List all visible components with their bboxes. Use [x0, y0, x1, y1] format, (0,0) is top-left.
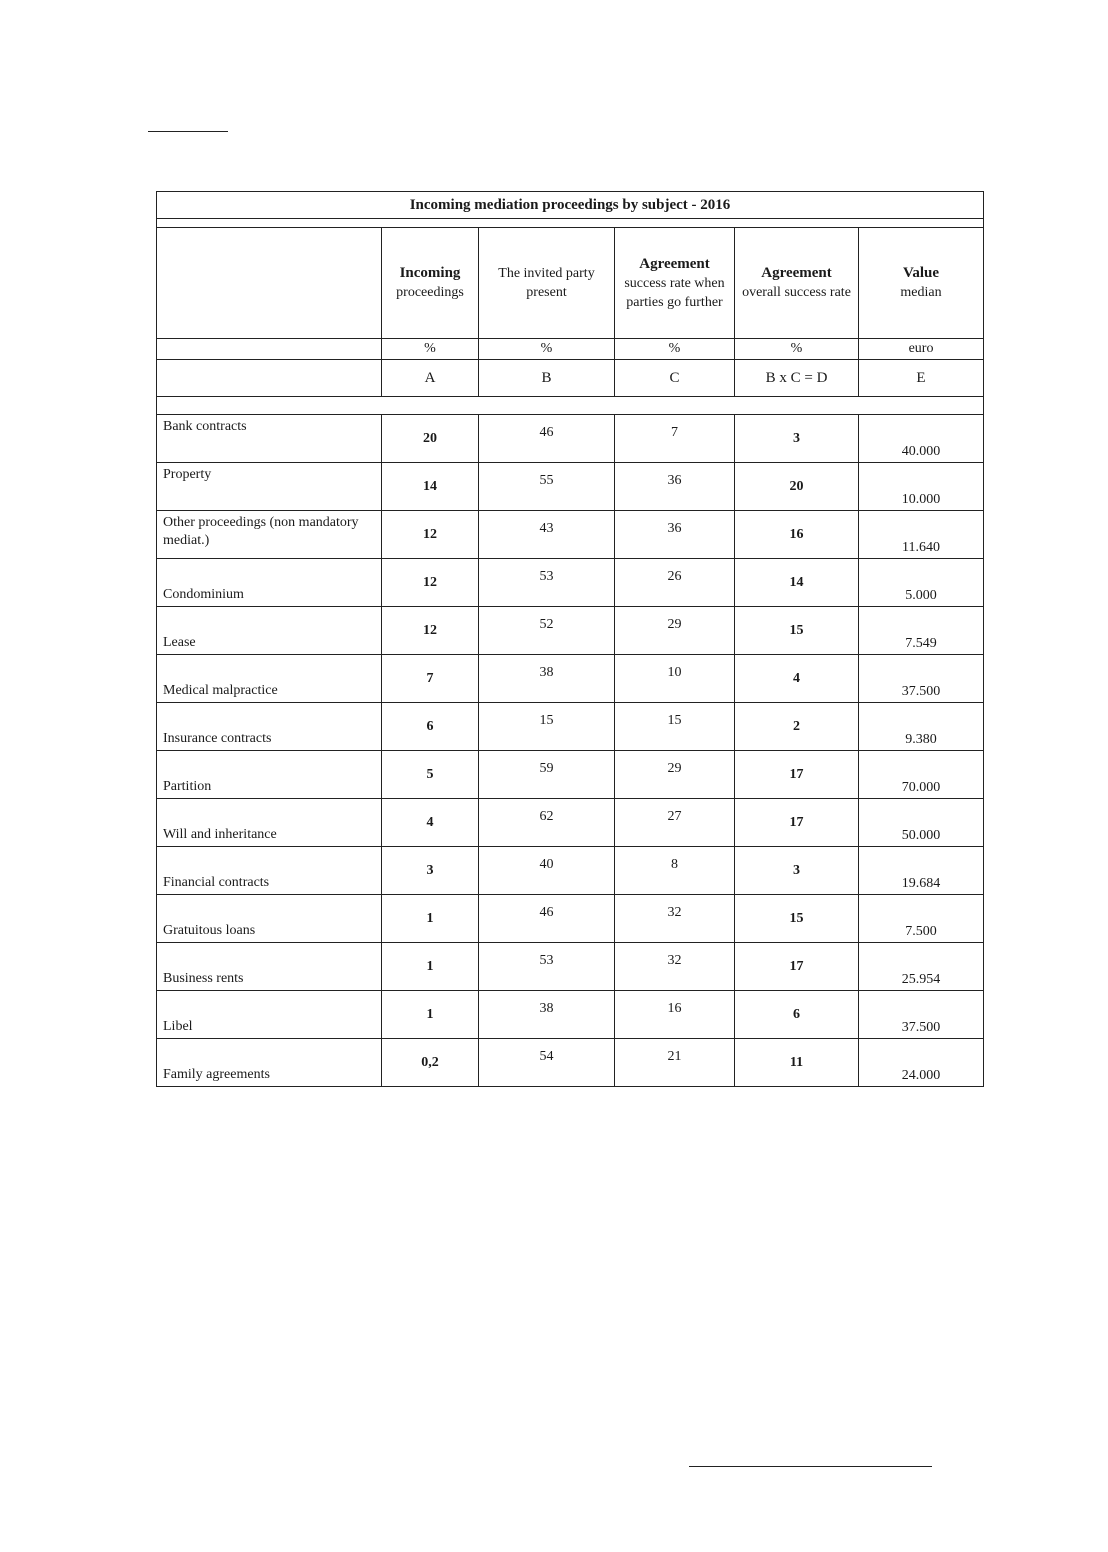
invited-party-cell: 46	[479, 415, 615, 463]
invited-party-cell: 40	[479, 847, 615, 895]
success-rate-cell: 16	[615, 991, 735, 1039]
incoming-cell: 0,2	[382, 1039, 479, 1087]
table-row	[157, 655, 984, 703]
success-rate-cell: 32	[615, 943, 735, 991]
incoming-cell: 12	[382, 511, 479, 559]
title-gap-row	[157, 219, 984, 228]
incoming-cell: 14	[382, 463, 479, 511]
table-row	[157, 943, 984, 991]
incoming-cell: 3	[382, 847, 479, 895]
success-rate-cell: 7	[615, 415, 735, 463]
value-median-cell: 7.549	[859, 607, 984, 655]
overall-rate-cell: 11	[735, 1039, 859, 1087]
invited-party-cell: 54	[479, 1039, 615, 1087]
incoming-cell: 5	[382, 751, 479, 799]
subject-cell: Family agreements	[157, 1039, 382, 1087]
success-rate-cell: 8	[615, 847, 735, 895]
subject-cell: Libel	[157, 991, 382, 1039]
letter-cell: E	[859, 360, 984, 397]
subject-cell: Gratuitous loans	[157, 895, 382, 943]
unit-cell: %	[479, 339, 615, 360]
header-agreement-overall: Agreement overall success rate	[735, 228, 859, 339]
letter-cell: B	[479, 360, 615, 397]
value-median-cell: 11.640	[859, 511, 984, 559]
invited-party-cell: 59	[479, 751, 615, 799]
invited-party-cell: 53	[479, 943, 615, 991]
table-row	[157, 751, 984, 799]
invited-party-cell: 38	[479, 991, 615, 1039]
table-row	[157, 799, 984, 847]
letter-row	[157, 360, 984, 397]
success-rate-cell: 29	[615, 607, 735, 655]
letter-cell: C	[615, 360, 735, 397]
overall-rate-cell: 3	[735, 847, 859, 895]
subject-cell: Partition	[157, 751, 382, 799]
incoming-cell: 6	[382, 703, 479, 751]
header-value-median: Value median	[859, 228, 984, 339]
subject-cell: Medical malpractice	[157, 655, 382, 703]
success-rate-cell: 21	[615, 1039, 735, 1087]
success-rate-cell: 15	[615, 703, 735, 751]
incoming-cell: 12	[382, 559, 479, 607]
mediation-table	[156, 191, 984, 1087]
success-rate-cell: 36	[615, 463, 735, 511]
overall-rate-cell: 15	[735, 895, 859, 943]
letter-cell: A	[382, 360, 479, 397]
value-median-cell: 40.000	[859, 415, 984, 463]
table-title: Incoming mediation proceedings by subject - 2016	[157, 192, 984, 219]
invited-party-cell: 38	[479, 655, 615, 703]
invited-party-cell: 15	[479, 703, 615, 751]
invited-party-cell: 43	[479, 511, 615, 559]
success-rate-cell: 36	[615, 511, 735, 559]
success-rate-cell: 10	[615, 655, 735, 703]
overall-rate-cell: 15	[735, 607, 859, 655]
header-rule	[148, 131, 228, 132]
unit-cell: %	[615, 339, 735, 360]
table-row	[157, 703, 984, 751]
incoming-cell: 7	[382, 655, 479, 703]
invited-party-cell: 62	[479, 799, 615, 847]
success-rate-cell: 29	[615, 751, 735, 799]
table-row	[157, 895, 984, 943]
invited-party-cell: 46	[479, 895, 615, 943]
value-median-cell: 10.000	[859, 463, 984, 511]
value-median-cell: 24.000	[859, 1039, 984, 1087]
subject-cell: Property	[157, 463, 382, 511]
header-agreement-success: Agreement success rate when parties go further	[615, 228, 735, 339]
value-median-cell: 9.380	[859, 703, 984, 751]
incoming-cell: 1	[382, 991, 479, 1039]
overall-rate-cell: 14	[735, 559, 859, 607]
invited-party-cell: 52	[479, 607, 615, 655]
success-rate-cell: 26	[615, 559, 735, 607]
table-row	[157, 559, 984, 607]
overall-rate-cell: 16	[735, 511, 859, 559]
overall-rate-cell: 3	[735, 415, 859, 463]
unit-cell: %	[735, 339, 859, 360]
header-invited-party: The invited party present	[479, 228, 615, 339]
unit-row	[157, 339, 984, 360]
table-row	[157, 607, 984, 655]
overall-rate-cell: 17	[735, 799, 859, 847]
value-median-cell: 19.684	[859, 847, 984, 895]
spacer-row	[157, 397, 984, 415]
value-median-cell: 25.954	[859, 943, 984, 991]
value-median-cell: 50.000	[859, 799, 984, 847]
subject-cell: Financial contracts	[157, 847, 382, 895]
unit-cell: %	[382, 339, 479, 360]
overall-rate-cell: 4	[735, 655, 859, 703]
table-row	[157, 847, 984, 895]
value-median-cell: 70.000	[859, 751, 984, 799]
header-incoming: Incoming proceedings	[382, 228, 479, 339]
subject-header-cell	[157, 228, 382, 339]
table-row	[157, 463, 984, 511]
table-row	[157, 415, 984, 463]
subject-cell: Condominium	[157, 559, 382, 607]
value-median-cell: 37.500	[859, 991, 984, 1039]
footnote-rule	[689, 1466, 932, 1467]
overall-rate-cell: 17	[735, 751, 859, 799]
subject-cell: Other proceedings (non mandatory mediat.)	[157, 511, 382, 559]
subject-cell: Insurance contracts	[157, 703, 382, 751]
invited-party-cell: 55	[479, 463, 615, 511]
success-rate-cell: 32	[615, 895, 735, 943]
success-rate-cell: 27	[615, 799, 735, 847]
overall-rate-cell: 20	[735, 463, 859, 511]
value-median-cell: 5.000	[859, 559, 984, 607]
letter-cell: B x C = D	[735, 360, 859, 397]
incoming-cell: 12	[382, 607, 479, 655]
subject-cell: Lease	[157, 607, 382, 655]
value-median-cell: 37.500	[859, 655, 984, 703]
incoming-cell: 20	[382, 415, 479, 463]
subject-cell: Bank contracts	[157, 415, 382, 463]
invited-party-cell: 53	[479, 559, 615, 607]
table-row	[157, 1039, 984, 1087]
value-median-cell: 7.500	[859, 895, 984, 943]
unit-cell: euro	[859, 339, 984, 360]
incoming-cell: 1	[382, 943, 479, 991]
subject-cell: Will and inheritance	[157, 799, 382, 847]
table-row	[157, 991, 984, 1039]
incoming-cell: 1	[382, 895, 479, 943]
table-row	[157, 511, 984, 559]
table-title-row	[157, 192, 984, 219]
column-header-row	[157, 228, 984, 339]
incoming-cell: 4	[382, 799, 479, 847]
overall-rate-cell: 6	[735, 991, 859, 1039]
overall-rate-cell: 2	[735, 703, 859, 751]
overall-rate-cell: 17	[735, 943, 859, 991]
subject-cell: Business rents	[157, 943, 382, 991]
